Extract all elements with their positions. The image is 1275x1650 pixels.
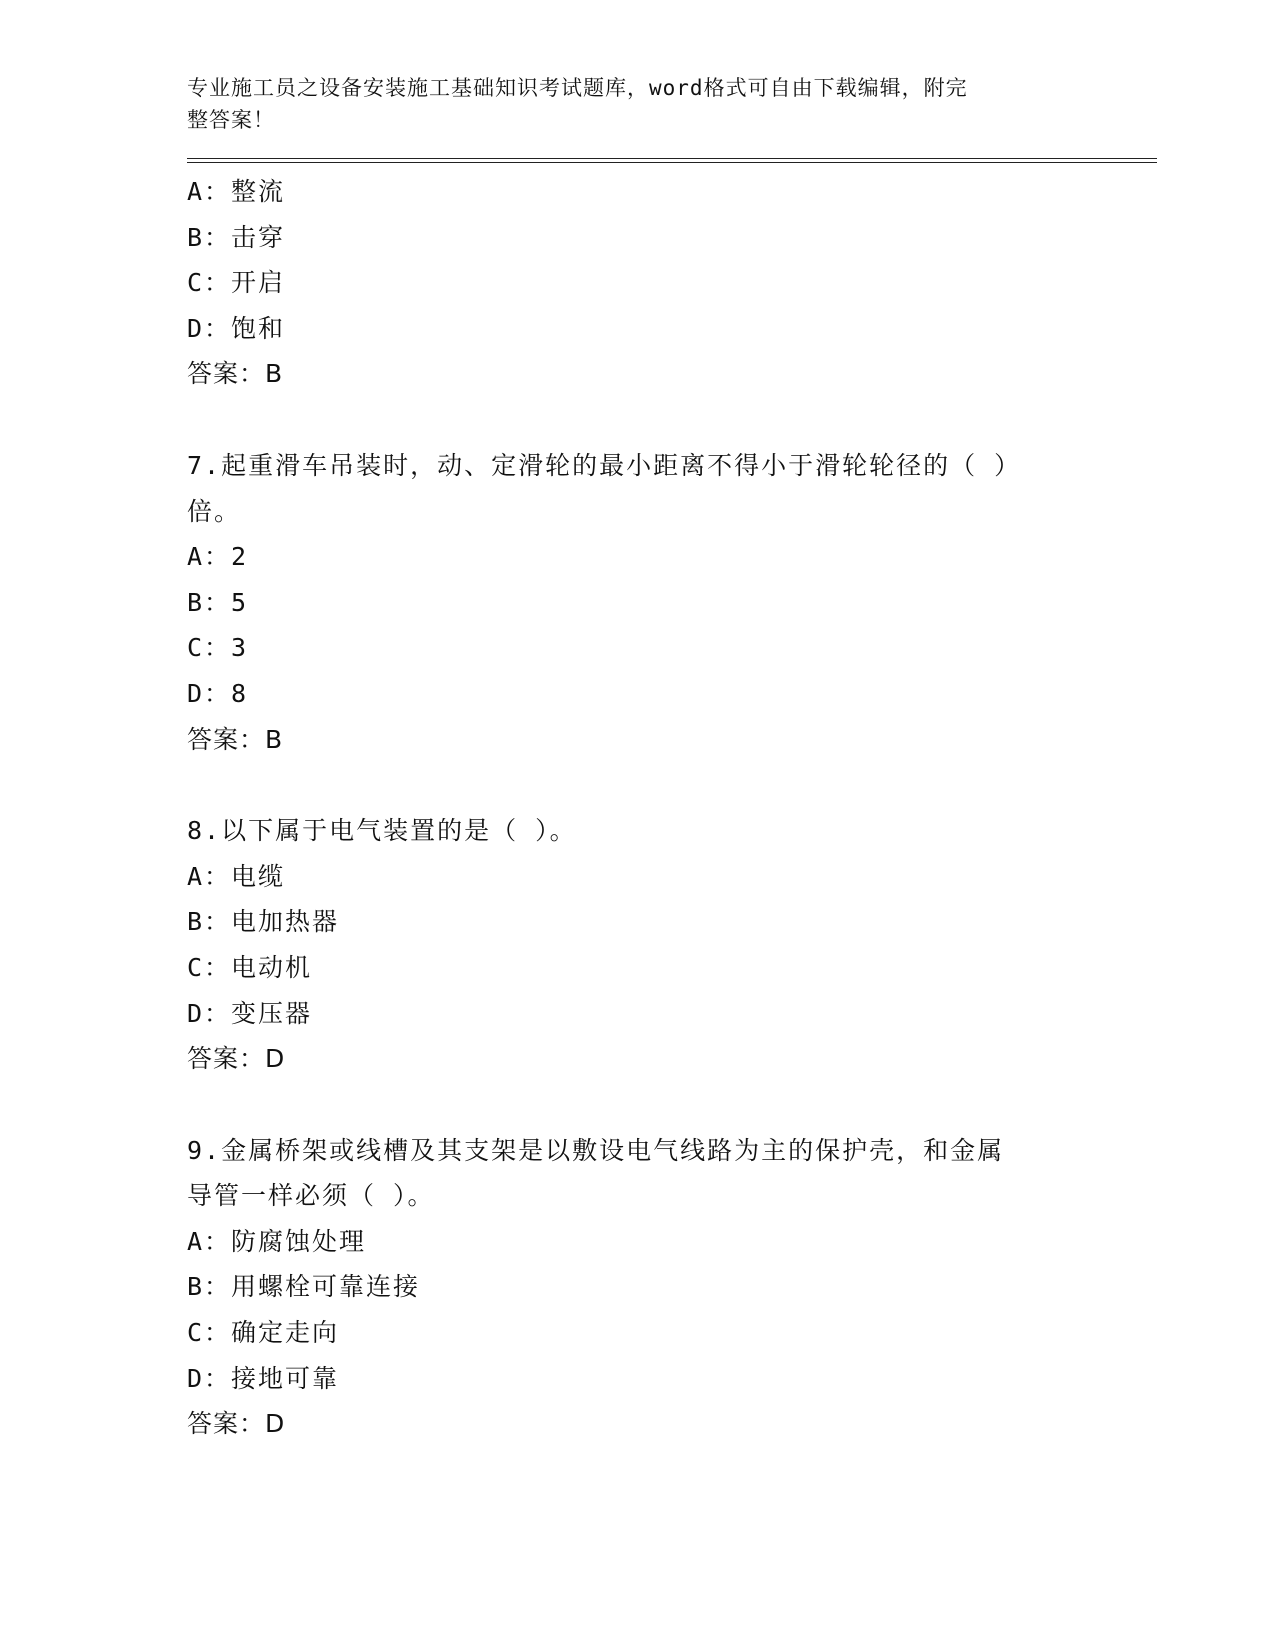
answer: 答案：B bbox=[187, 359, 284, 389]
option-b: B：用螺栓可靠连接 bbox=[187, 1272, 421, 1302]
answer: 答案：D bbox=[187, 1044, 286, 1074]
option-b: B：电加热器 bbox=[187, 907, 340, 937]
option-c: C：确定走向 bbox=[187, 1318, 340, 1348]
answer: 答案：D bbox=[187, 1409, 286, 1439]
answer: 答案：B bbox=[187, 724, 284, 754]
option-c: C：3 bbox=[187, 633, 249, 663]
question-9 bbox=[187, 1128, 1157, 1447]
question-8 bbox=[187, 808, 1157, 1082]
option-d: D：接地可靠 bbox=[187, 1363, 340, 1393]
option-d: D：饱和 bbox=[187, 313, 286, 343]
question-stem: 8.以下属于电气装置的是（ ）。 bbox=[187, 816, 577, 846]
question-stem: 9.金属桥架或线槽及其支架是以敷设电气线路为主的保护壳，和金属 bbox=[187, 1135, 1005, 1165]
document-header bbox=[187, 72, 1057, 136]
option-b: B：击穿 bbox=[187, 222, 286, 252]
question-stem: 7.起重滑车吊装时，动、定滑轮的最小距离不得小于滑轮轮径的（ ） bbox=[187, 450, 1022, 480]
option-c: C：开启 bbox=[187, 268, 286, 298]
header-line-1: 专业施工员之设备安装施工基础知识考试题库，word格式可自由下载编辑，附完 bbox=[187, 76, 968, 100]
question-7 bbox=[187, 443, 1157, 762]
question-6-partial bbox=[187, 169, 1157, 397]
header-divider bbox=[187, 158, 1157, 163]
option-a: A：2 bbox=[187, 542, 249, 572]
option-a: A：整流 bbox=[187, 177, 286, 206]
option-c: C：电动机 bbox=[187, 952, 313, 982]
option-a: A：电缆 bbox=[187, 861, 286, 891]
question-stem-continued: 导管一样必须（ ）。 bbox=[187, 1181, 435, 1211]
option-d: D：8 bbox=[187, 678, 249, 708]
header-line-2: 整答案！ bbox=[187, 108, 275, 132]
document-page bbox=[187, 72, 1157, 1447]
question-stem-continued: 倍。 bbox=[187, 496, 242, 526]
option-a: A：防腐蚀处理 bbox=[187, 1226, 367, 1256]
option-d: D：变压器 bbox=[187, 998, 313, 1028]
option-b: B：5 bbox=[187, 587, 249, 617]
